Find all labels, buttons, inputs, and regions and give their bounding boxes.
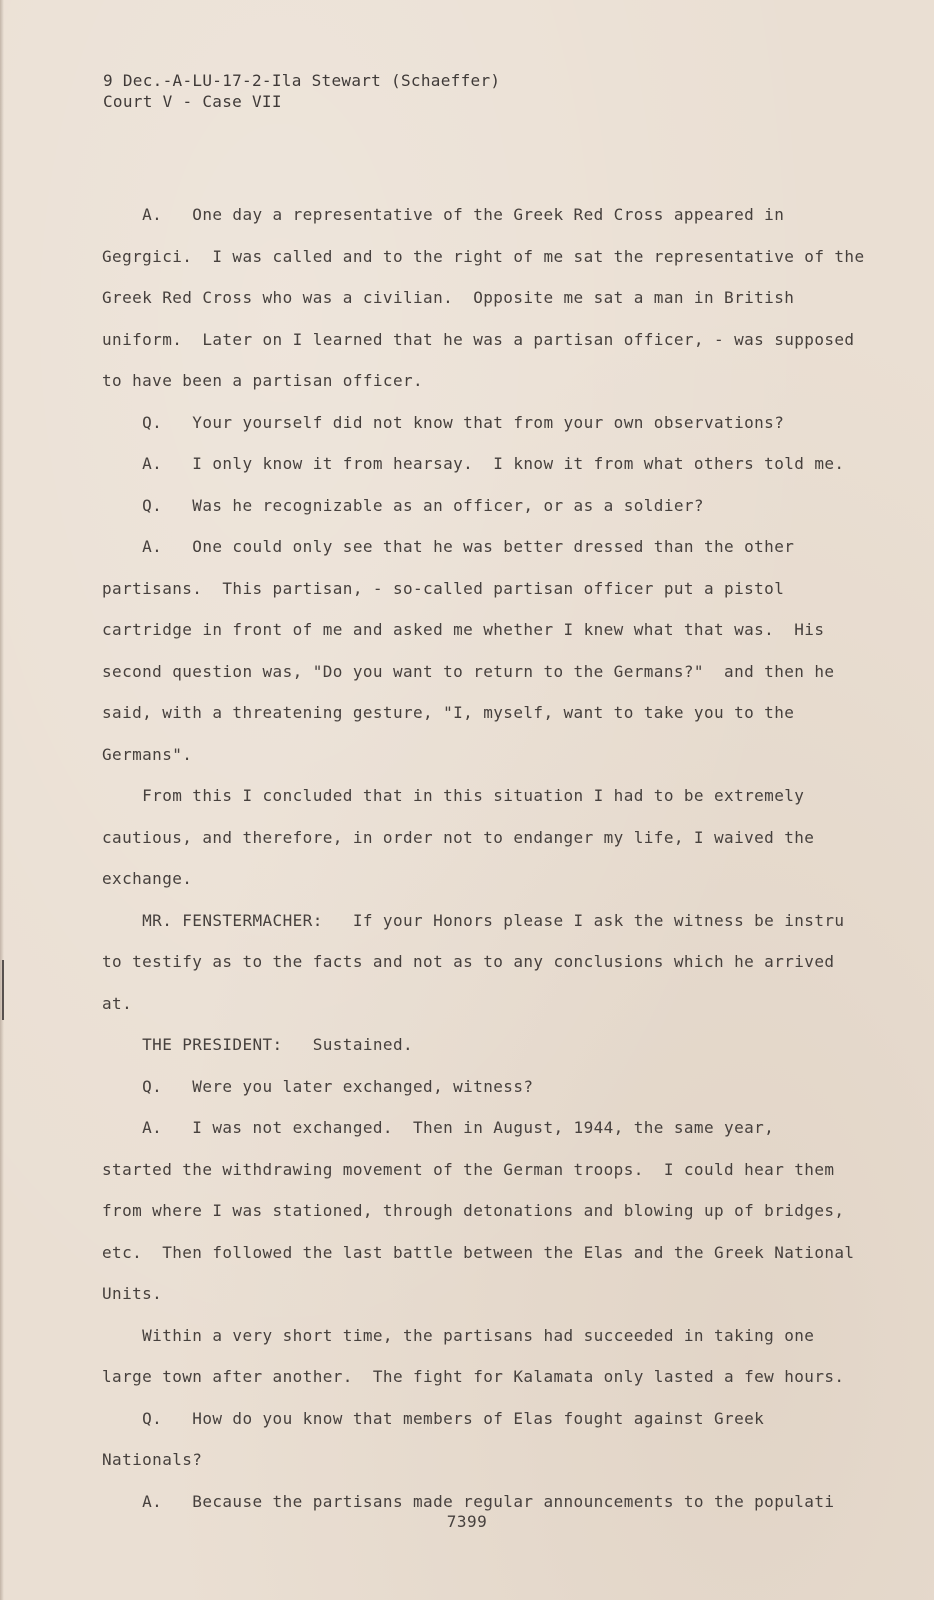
transcript-line: cartridge in front of me and asked me whether I knew what that was. His — [102, 620, 825, 639]
transcript-line: to testify as to the facts and not as to any conclusions which he arrived — [102, 952, 835, 971]
transcript-line: Q. How do you know that members of Elas fought against Greek — [102, 1408, 765, 1428]
transcript-line: to have been a partisan officer. — [102, 371, 424, 390]
transcript-line: partisans. This partisan, - so-called partisan officer put a pistol — [102, 578, 785, 598]
transcript-line: Greek Red Cross who was a civilian. Opposite me sat a man in British — [102, 288, 795, 307]
transcript-line: etc. Then followed the last battle between the Elas and the Greek National — [102, 1242, 855, 1262]
transcript-line: From this I concluded that in this situation I had to be extremely — [102, 786, 805, 805]
transcript-line: cautious, and therefore, in order not to endanger my life, I waived the — [102, 827, 815, 847]
transcript-line: Germans". — [102, 744, 193, 764]
document-header — [103, 70, 500, 112]
transcript-line: Q. Was he recognizable as an officer, or as a soldier? — [102, 495, 704, 515]
transcript-line: Gegrgici. I was called and to the right of me sat the representative of the — [102, 246, 865, 266]
transcript-line: Within a very short time, the partisans had succeeded in taking one — [102, 1325, 815, 1345]
page-number: 7399 — [446, 1512, 488, 1531]
transcript-line: Units. — [102, 1284, 163, 1303]
transcript-line: uniform. Later on I learned that he was a partisan officer, - was supposed — [102, 329, 855, 349]
header-case-reference: 9 Dec.-A-LU-17-2-Ila Stewart (Schaeffer) — [103, 71, 501, 90]
margin-mark — [2, 960, 4, 1020]
transcript-line: said, with a threatening gesture, "I, myself, want to take you to the — [102, 703, 795, 722]
transcript-line: MR. FENSTERMACHER: If your Honors please I ask the witness be instru — [102, 910, 845, 930]
transcript-line: from where I was stationed, through detonations and blowing up of bridges, — [102, 1201, 845, 1220]
transcript-line: Q. Were you later exchanged, witness? — [102, 1076, 534, 1096]
transcript-line: A. I was not exchanged. Then in August, 1944, the same year, — [102, 1118, 775, 1137]
transcript-body — [102, 194, 882, 1522]
transcript-line: second question was, "Do you want to return to the Germans?" and then he — [102, 661, 835, 681]
transcript-line: THE PRESIDENT: Sustained. — [102, 1035, 414, 1054]
transcript-line: at. — [102, 993, 133, 1013]
transcript-line: A. Because the partisans made regular announcements to the populati — [102, 1491, 835, 1511]
transcript-line: started the withdrawing movement of the German troops. I could hear them — [102, 1159, 835, 1179]
transcript-line: A. One could only see that he was better dressed than the other — [102, 537, 795, 556]
transcript-line: A. One day a representative of the Greek Red Cross appeared in — [102, 205, 785, 224]
header-court-case: Court V - Case VII — [103, 92, 282, 111]
transcript-line: A. I only know it from hearsay. I know it from what others told me. — [102, 454, 845, 473]
transcript-line: large town after another. The fight for Kalamata only lasted a few hours. — [102, 1367, 845, 1386]
transcript-line: Q. Your yourself did not know that from your own observations? — [102, 412, 785, 432]
transcript-line: exchange. — [102, 869, 193, 888]
page-edge-shadow — [0, 0, 4, 1600]
transcript-line: Nationals? — [102, 1450, 203, 1469]
